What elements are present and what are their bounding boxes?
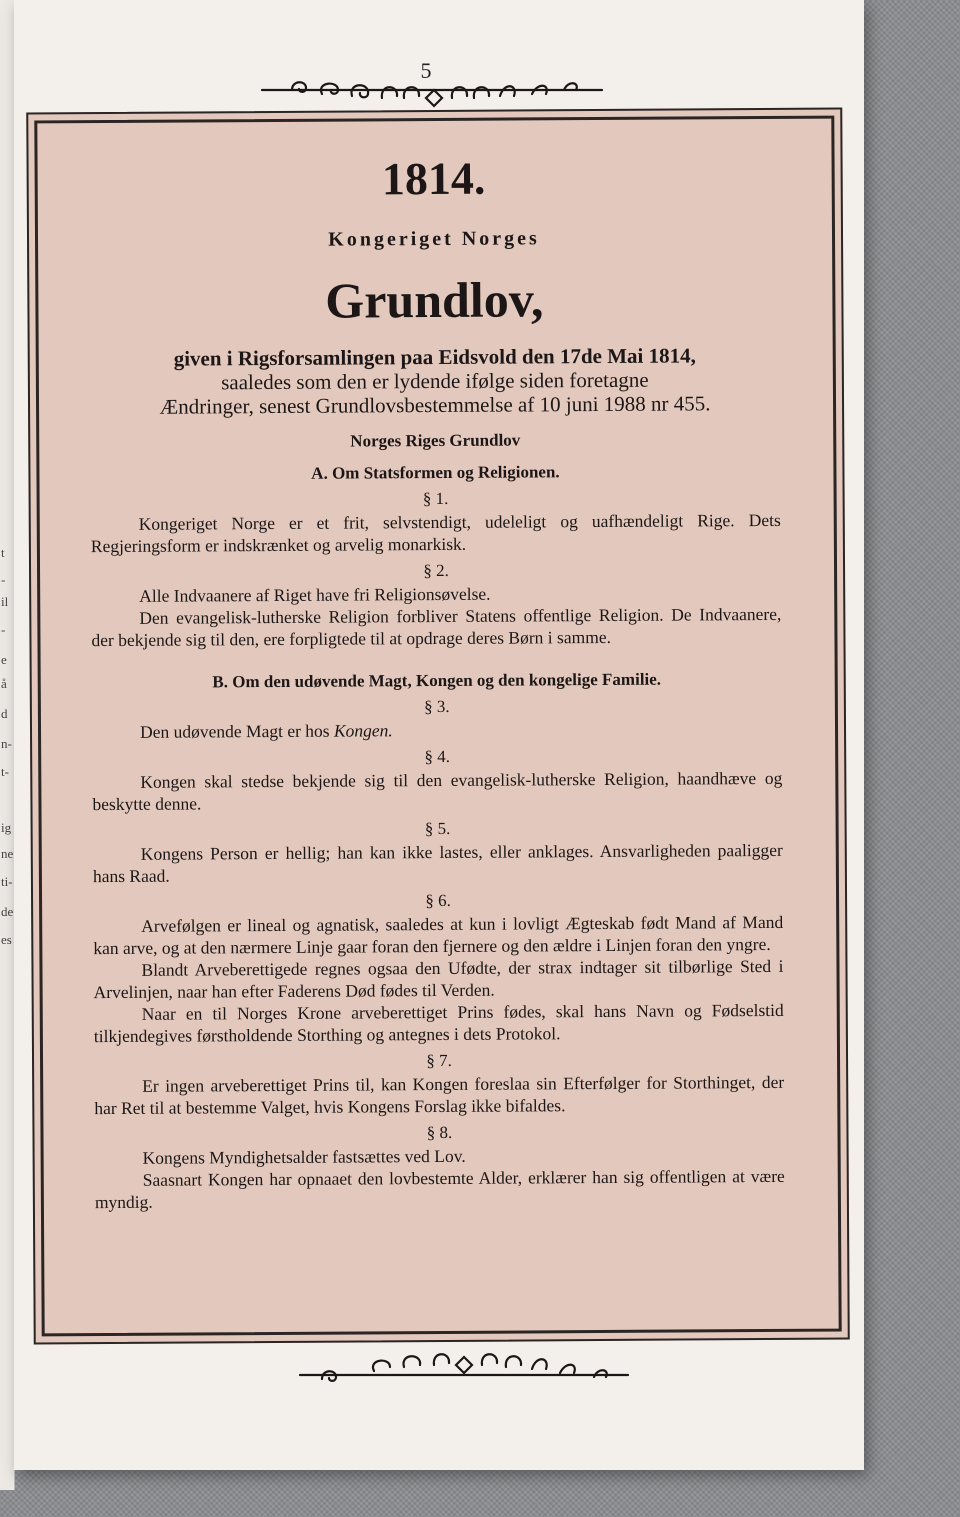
margin-fragment: n-: [1, 736, 12, 751]
paragraph-5-number: § 5.: [424, 818, 451, 839]
margin-fragment: t: [1, 545, 5, 560]
paragraph-7-text: Er ingen arveberettiget Prins til, kan Kongen foreslaa sin Efterfølger for Storthinget, der har Ret til at bestemme Valget, hvis Kongens Forslag ikke bifaldes.: [94, 1071, 785, 1119]
paragraph-3-number: § 3.: [424, 696, 450, 717]
margin-fragment: ig: [1, 820, 12, 835]
paragraph-3-text-emphasis: Kongen.: [333, 720, 393, 741]
title-main: Grundlov,: [325, 271, 544, 329]
paragraph-1-number: § 1.: [422, 488, 449, 509]
margin-fragment: ne: [1, 846, 14, 861]
title-year: 1814.: [381, 152, 486, 205]
subtitle-line-2: saaledes som den er lydende ifølge siden foretagne: [221, 367, 649, 395]
paragraph-8-text-1: Kongens Myndighetsalder fastsættes ved Lov.: [142, 1145, 466, 1168]
margin-fragment: d: [1, 706, 8, 721]
chapter-a-title: A. Om Statsformen og Religionen.: [311, 462, 560, 483]
margin-fragment: es: [1, 932, 12, 947]
paragraph-6-text-1: Arvefølgen er lineal og agnatisk, saaledes at kun i lovligt Ægteskab født Mand af Mand kan arve, og at den nærmere Linje gaar foran den fjernere og den ældre i Linjen foran den yngre.: [93, 911, 784, 959]
paragraph-2-text-1: Alle Indvaanere af Riget have fri Religionsøvelse.: [139, 583, 491, 606]
paragraph-4-text: Kongen skal stedse bekjende sig til den evangelisk-lutherske Religion, haandhæve og beskytte denne.: [92, 767, 783, 815]
margin-fragment: å: [1, 676, 7, 691]
paragraph-4-number: § 4.: [424, 746, 450, 767]
paragraph-8-number: § 8.: [426, 1122, 453, 1143]
subtitle-line-3: Ændringer, senest Grundlovsbestemmelse af 10 juni 1988 nr 455.: [159, 391, 711, 419]
margin-fragment: il: [1, 594, 9, 609]
paragraph-6-number: § 6.: [425, 890, 451, 911]
paragraph-3-text: [92, 717, 782, 743]
paragraph-1-text: Kongeriget Norge er et frit, selvstendigt, udeleligt og uafhændeligt Rige. Dets Regjeringsform er indskrænket og arvelig monarkisk.: [90, 509, 781, 557]
paragraph-7-number: § 7.: [426, 1050, 452, 1071]
margin-fragment: ti-: [1, 874, 13, 889]
chapter-b-title: B. Om den udøvende Magt, Kongen og den kongelige Familie.: [212, 669, 662, 692]
paragraph-2-number: § 2.: [423, 560, 449, 581]
paragraph-8-text-2: Saasnart Kongen har opnaaet den lovbestemte Alder, erklærer han sig offentligen at være myndig.: [94, 1165, 785, 1213]
scroll-ornament-bottom-icon: [294, 1345, 634, 1389]
page-number: 5: [420, 58, 432, 83]
scroll-ornament-top-icon: [252, 68, 612, 108]
text-panel-frame: [26, 108, 850, 1345]
paragraph-6-text-3: Naar en til Norges Krone arveberettiget Prins fødes, skal hans Navn og Fødselstid tilkjendegives førstholdende Storthing og antegnes i dets Protokol.: [93, 999, 784, 1047]
constitution-text: [89, 154, 785, 1213]
paragraph-5-text: Kongens Person er hellig; han kan ikke lastes, eller anklages. Ansvarligheden paaligger hans Raad.: [92, 839, 783, 887]
margin-fragment: -: [1, 572, 6, 587]
section-title: Norges Riges Grundlov: [350, 430, 521, 451]
margin-fragment: e: [1, 652, 7, 667]
subtitle-line-1: given i Rigsforsamlingen paa Eidsvold den 17de Mai 1814,: [173, 343, 696, 371]
left-page-edge: [0, 0, 15, 1490]
margin-fragment: de: [1, 904, 14, 919]
title-subtitle: [90, 343, 780, 419]
margin-fragment: t-: [1, 764, 9, 779]
paragraph-2-text-2: Den evangelisk-lutherske Religion forbliver Statens offentlige Religion. De Indvaanere, der bekjende sig til den, ere forpligtede til at opdrage deres Børn i samme.: [91, 603, 782, 651]
paragraph-3-text-prefix: Den udøvende Magt er hos: [139, 720, 335, 742]
book-page: [14, 0, 864, 1470]
margin-fragment: -: [1, 622, 6, 637]
title-kingdom: Kongeriget Norges: [328, 227, 540, 251]
paragraph-6-text-2: Blandt Arveberettigede regnes ogsaa den Ufødte, der strax indtager sit tilbørlige Sted i Arvelinjen, naar han efter Faderens Død fødes til Verden.: [93, 955, 784, 1003]
